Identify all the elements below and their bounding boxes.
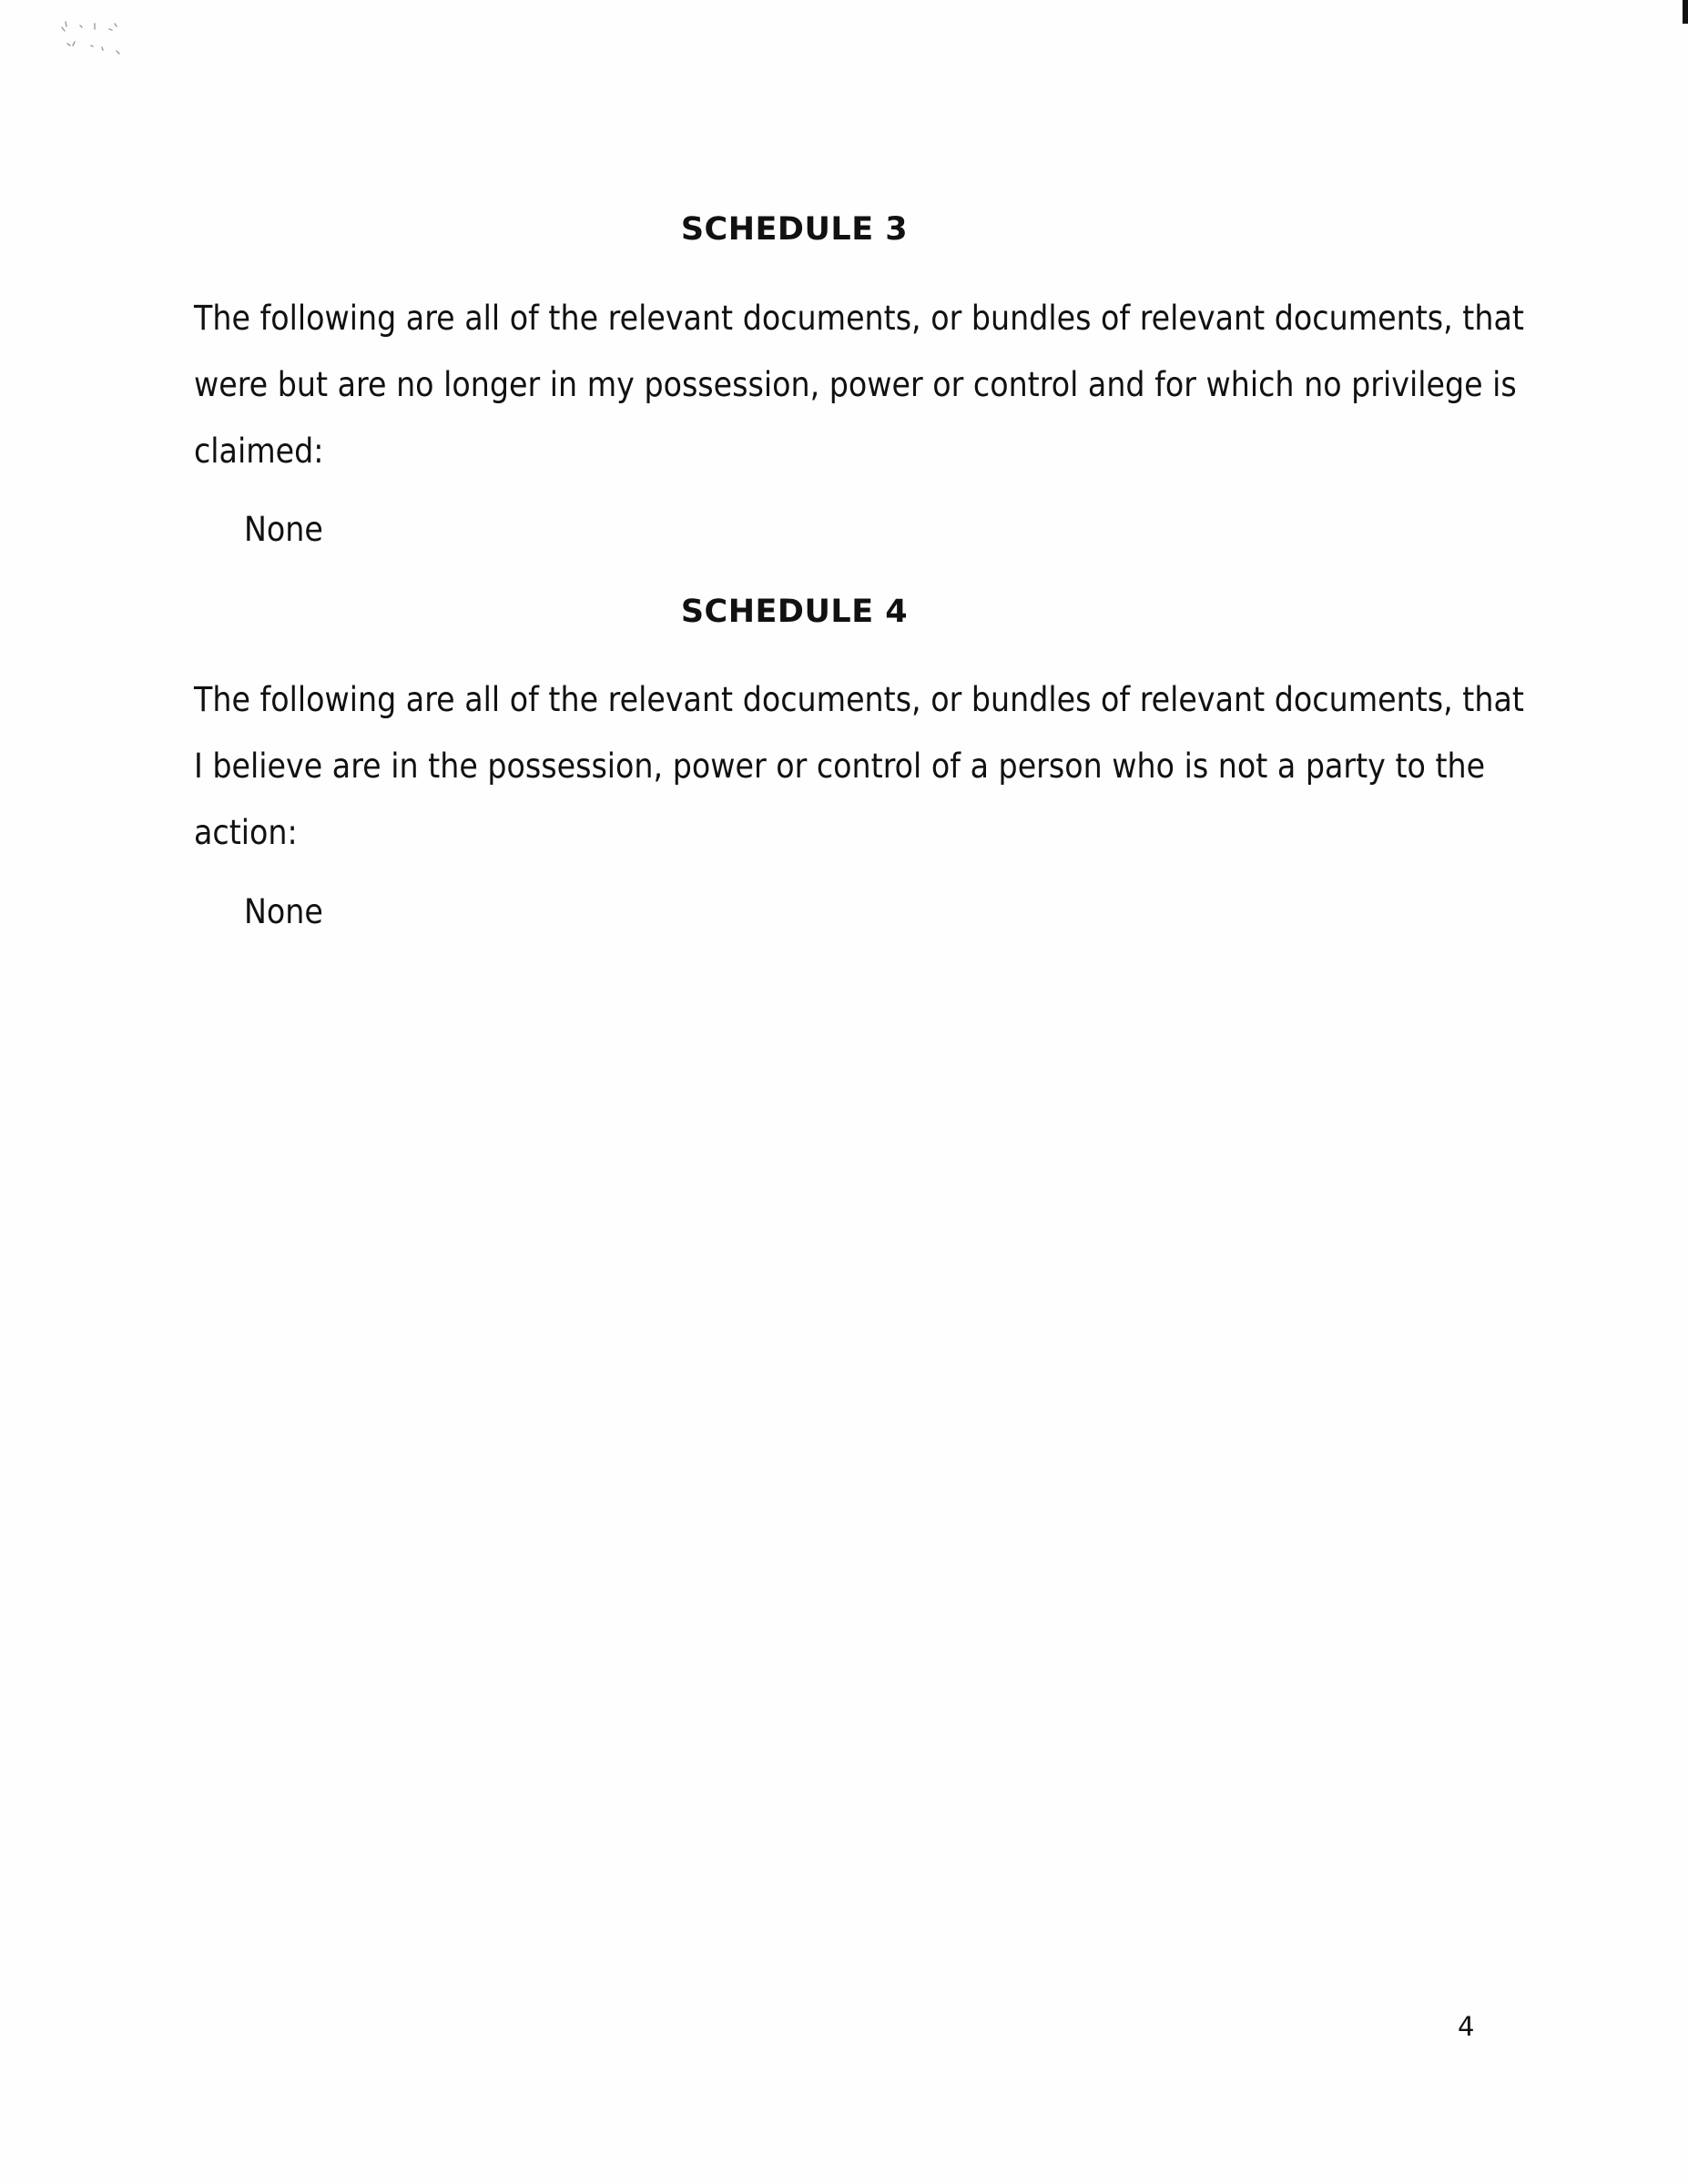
scan-specks (55, 16, 182, 62)
page-number: 4 (1458, 2011, 1475, 2042)
schedule-3-heading: SCHEDULE 3 (680, 211, 909, 248)
schedule-3-line: were but are no longer in my possession, power or control and for which no privilege is (194, 365, 1517, 404)
schedule-4-line: I believe are in the possession, power or control of a person who is not a party to the (194, 747, 1486, 786)
schedule-4-heading: SCHEDULE 4 (680, 594, 909, 630)
schedule-4-line: action: (194, 813, 298, 852)
schedule-4-entry: None (244, 892, 323, 931)
scan-edge-mark (1683, 0, 1688, 24)
schedule-3-entry: None (244, 510, 323, 549)
schedule-3-paragraph (194, 285, 1524, 484)
schedule-3-line: claimed: (194, 432, 324, 471)
schedule-4-line: The following are all of the relevant documents, or bundles of relevant documents, that (194, 680, 1524, 719)
schedule-3-line: The following are all of the relevant documents, or bundles of relevant documents, that (194, 299, 1524, 338)
schedule-4-paragraph (194, 666, 1524, 866)
